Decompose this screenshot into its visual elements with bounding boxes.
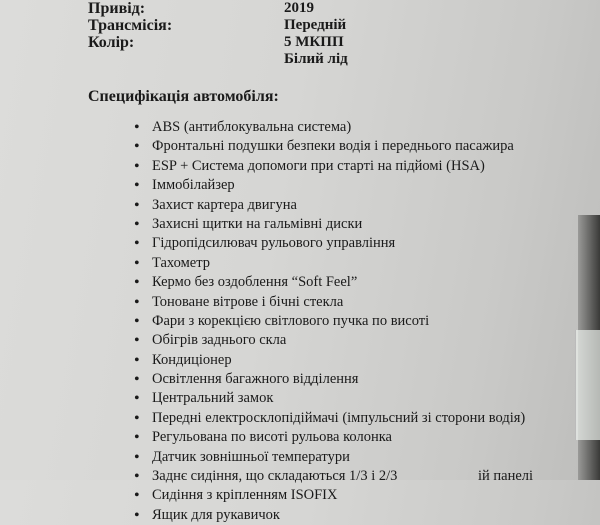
spec-item: • Обігрів заднього скла <box>0 331 525 350</box>
cut-off-text: ій панелі <box>478 468 534 484</box>
spec-item: • Кермо без оздоблення “Soft Feel” <box>0 273 525 292</box>
spec-item: • Тахометр <box>0 254 525 273</box>
field-label-transmission: Трансмісія: <box>88 17 173 34</box>
spec-item: • Фари з корекцією світлового пучка по висоті <box>0 312 525 331</box>
spec-list <box>0 118 525 525</box>
spec-item: • Тоноване вітрове і бічні стекла <box>0 293 525 312</box>
spec-item: • Ящик для рукавичок <box>0 506 525 525</box>
spec-item: • Сидіння з кріпленням ISOFIX <box>0 486 525 505</box>
spec-item: • Освітлення багажного відділення <box>0 370 525 389</box>
spec-item: • ABS (антиблокувальна система) <box>0 118 525 137</box>
field-value-drive: Передній <box>284 17 347 33</box>
spec-item: • Гідропідсилювач рульового управління <box>0 234 525 253</box>
spec-item: • Передні електросклопідіймачі (імпульсний зі сторони водія) <box>0 409 525 428</box>
spec-item: • ESP + Система допомоги при старті на підйомі (HSA) <box>0 157 525 176</box>
field-value-transmission: 5 МКПП <box>284 34 344 50</box>
field-value-color: Білий лід <box>284 51 348 67</box>
spec-item: • Кондиціонер <box>0 351 525 370</box>
spec-item: • Захисні щитки на гальмівні диски <box>0 215 525 234</box>
spec-item: • Іммобілайзер <box>0 176 525 195</box>
spec-item: • Захист картера двигуна <box>0 196 525 215</box>
spec-item: • Фронтальні подушки безпеки водія і переднього пасажира <box>0 137 525 156</box>
spec-item: • Заднє сидіння, що складаються 1/3 і 2/3 <box>0 467 525 486</box>
field-value-year: 2019 <box>284 0 314 16</box>
background-glass <box>575 330 600 440</box>
spec-item: • Центральний замок <box>0 389 525 408</box>
field-label-color: Колір: <box>88 34 135 51</box>
spec-heading: Специфікація автомобіля: <box>88 88 279 105</box>
spec-item: • Регульована по висоті рульова колонка <box>0 428 525 447</box>
spec-item: • Датчик зовнішньої температури <box>0 448 525 467</box>
field-label-drive: Привід: <box>88 0 146 17</box>
